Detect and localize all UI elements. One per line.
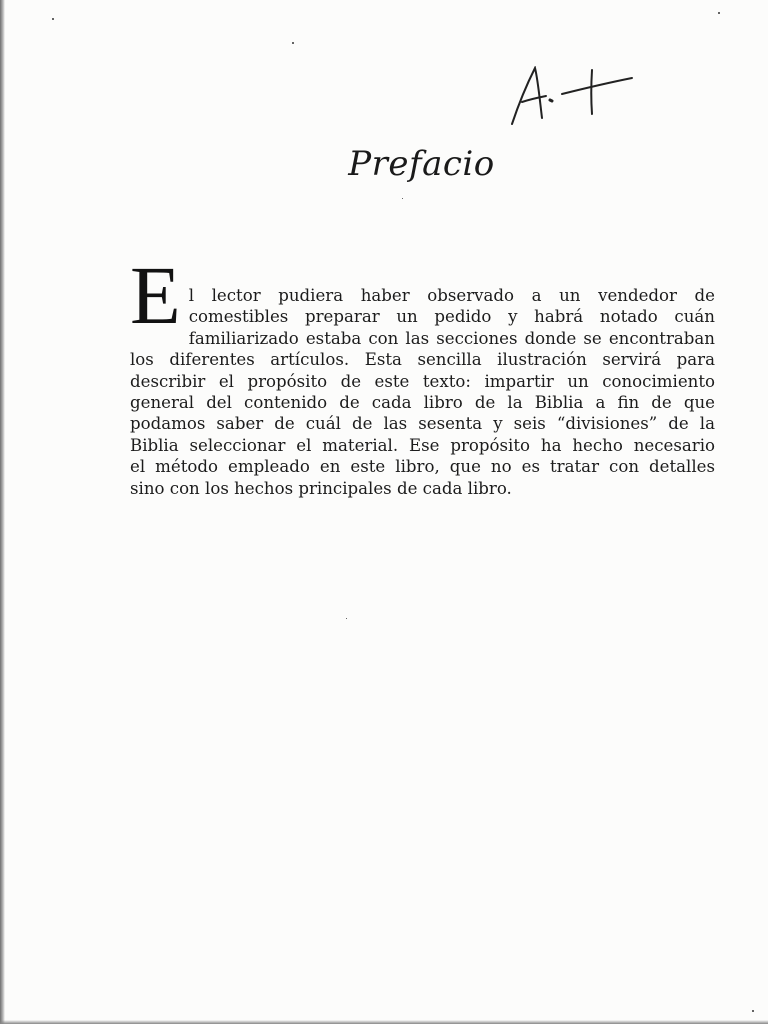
scan-speck: [402, 198, 403, 199]
paragraph-line: familiarizado estaba con las secciones donde se encontraban: [188, 328, 715, 348]
scan-speck: [346, 618, 347, 619]
bottom-edge: [0, 1020, 768, 1024]
paragraph-line: Biblia seleccionar el material. Ese propósito ha hecho necesario: [130, 435, 715, 455]
scan-speck: [752, 1010, 754, 1012]
paragraph-line: sino con los hechos principales de cada libro.: [130, 478, 512, 498]
scan-speck: [718, 12, 720, 14]
paragraph-line: el método empleado en este libro, que no es tratar con detalles: [130, 457, 715, 477]
scan-speck: [52, 18, 54, 20]
paragraph-line: comestibles preparar un pedido y habrá notado cuán: [188, 307, 715, 327]
paragraph-line: podamos saber de cuál de las sesenta y seis “divisiones” de la: [130, 414, 715, 434]
paragraph-line: l lector pudiera haber observado a un vendedor de: [188, 286, 715, 305]
paragraph-line: general del contenido de cada libro de la Biblia a fin de que: [130, 393, 715, 413]
page-title: Prefacio: [348, 144, 495, 184]
paragraph-line: los diferentes artículos. Esta sencilla ilustración servirá para: [130, 350, 715, 370]
drop-cap: E: [130, 249, 181, 341]
paragraph-line: describir el propósito de este texto: impartir un conocimiento: [130, 371, 715, 391]
preface-paragraph: [130, 249, 715, 499]
handwritten-grade: [508, 66, 640, 132]
scan-speck: [292, 42, 294, 44]
